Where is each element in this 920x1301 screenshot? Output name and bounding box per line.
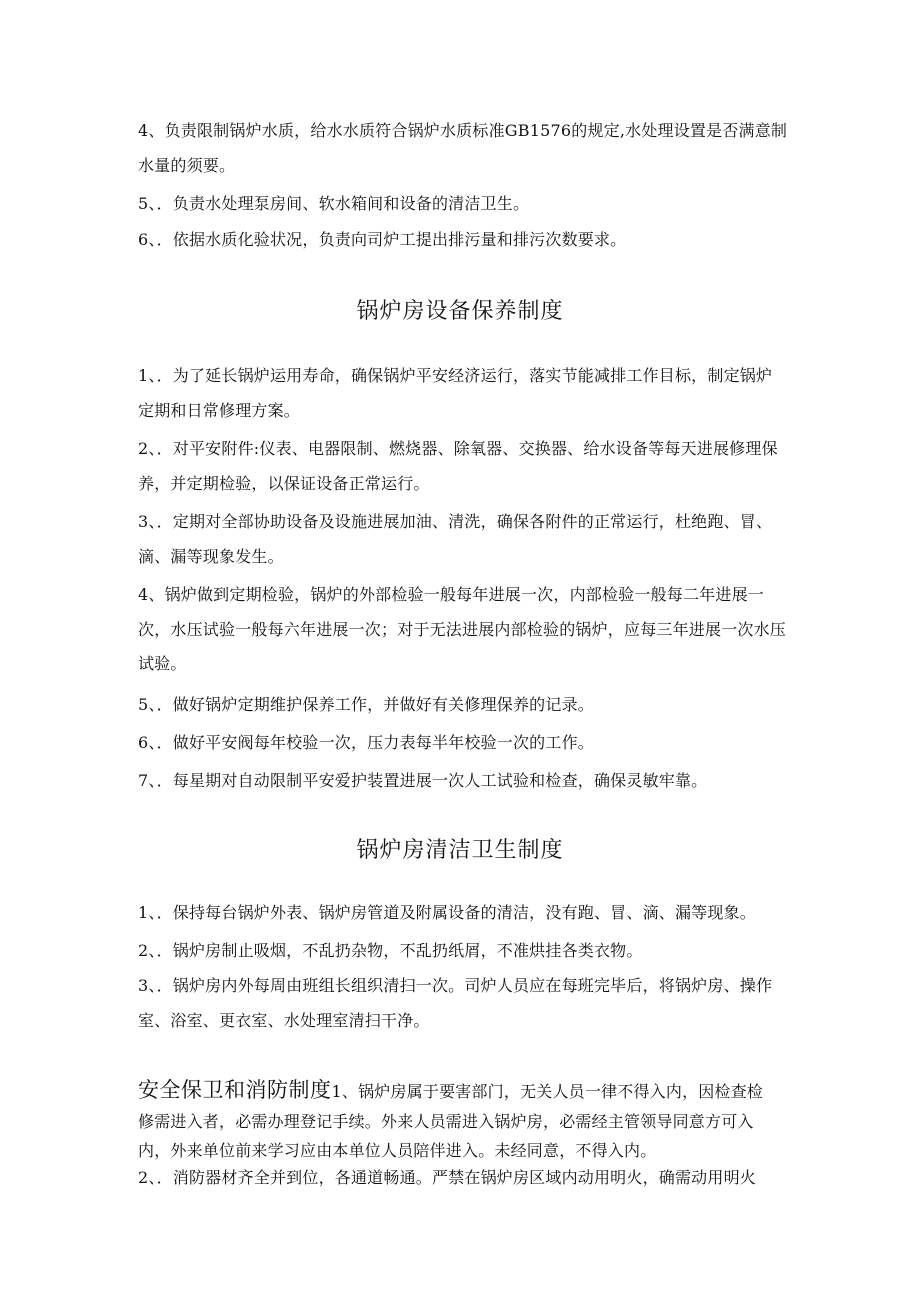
- maintenance-item-2: 2、．对平安附件:仪表、电器限制、燃烧器、除氧器、交换器、给水设备等每天进展修理保养，并定期检验，以保证设备正常运行。: [138, 439, 778, 493]
- water-quality-item-5: 5、．负责水处理泵房间、软水箱间和设备的清洁卫生。: [138, 194, 530, 213]
- maintenance-item-6: 6、．做好平安阀每年校验一次，压力表每半年校验一次的工作。: [138, 733, 594, 752]
- maintenance-section-title: 锅炉房设备保养制度: [356, 299, 564, 324]
- maintenance-item-4: 4、锅炉做到定期检验，锅炉的外部检验一般每年进展一次，内部检验一般每二年进展一次，水压试验一般每六年进展一次；对于无法进展内部检验的锅炉，应每三年进展一次水压试验。: [138, 585, 787, 673]
- maintenance-item-7: 7、．每星期对自动限制平安爱护装置进展一次人工试验和检查，确保灵敏牢靠。: [138, 771, 708, 790]
- cleaning-item-3: 3、．锅炉房内外每周由班组长组织清扫一次。司炉人员应在每班完毕后，将锅炉房、操作室、浴室、更衣室、水处理室清扫干净。: [138, 976, 773, 1030]
- security-item-2: 2、．消防器材齐全并到位，各通道畅通。严禁在锅炉房区域内动用明火，确需动用明火: [138, 1168, 756, 1187]
- cleaning-item-1: 1、．保持每台锅炉外表、锅炉房管道及附属设备的清洁，没有跑、冒、滴、漏等现象。: [138, 903, 756, 922]
- water-quality-item-4: 4、负责限制锅炉水质，给水水质符合锅炉水质标准GB1576的规定,水处理设置是否满意制水量的须要。: [138, 121, 788, 175]
- water-quality-item-6: 6、．依据水质化验状况，负责向司炉工提出排污量和排污次数要求。: [138, 230, 627, 249]
- cleaning-item-2: 2、．锅炉房制止吸烟，不乱扔杂物，不乱扔纸屑，不准烘挂各类衣物。: [138, 941, 643, 960]
- security-item-1: 1、锅炉房属于要害部门，无关人员一律不得入内，因检查检修需进入者，必需办理登记手续。外来人员需进入锅炉房，必需经主管领导同意方可入内，外来单位前来学习应由本单位人员陪伴进入。未经同意，不得入内。: [138, 1082, 764, 1160]
- maintenance-item-3: 3、．定期对全部协助设备及设施进展加油、清洗，确保各附件的正常运行，杜绝跑、冒、滴、漏等现象发生。: [138, 512, 773, 566]
- maintenance-item-1: 1、．为了延长锅炉运用寿命，确保锅炉平安经济运行，落实节能减排工作目标，制定锅炉定期和日常修理方案。: [138, 366, 773, 420]
- maintenance-item-5: 5、．做好锅炉定期维护保养工作，并做好有关修理保养的记录。: [138, 695, 594, 714]
- cleaning-section-title: 锅炉房清洁卫生制度: [356, 838, 564, 863]
- security-first-paragraph: [138, 1076, 778, 1166]
- security-section-title: 安全保卫和消防制度: [138, 1078, 332, 1102]
